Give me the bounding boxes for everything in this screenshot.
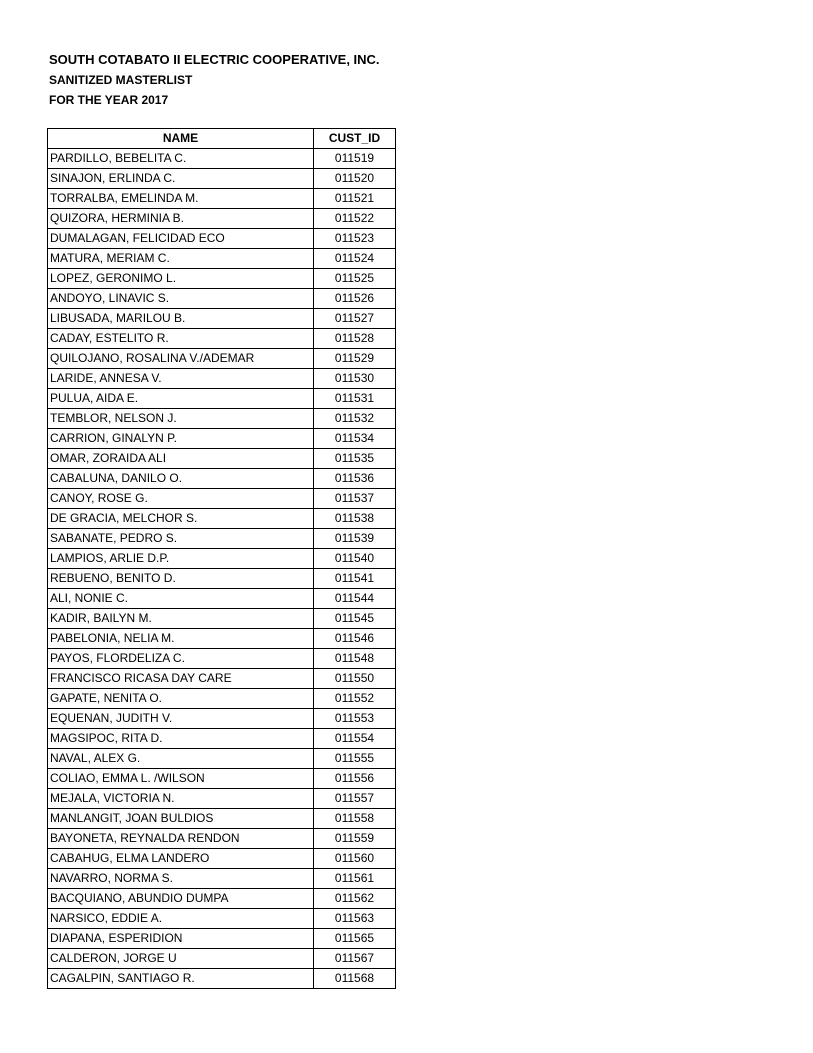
table-row	[48, 409, 396, 429]
customer-id-cell: 011531	[314, 389, 396, 409]
customer-name-cell: LAMPIOS, ARLIE D.P.	[48, 549, 314, 569]
customer-name-cell: TORRALBA, EMELINDA M.	[48, 189, 314, 209]
table-row	[48, 509, 396, 529]
customer-name-cell: MAGSIPOC, RITA D.	[48, 729, 314, 749]
customer-name-cell: GAPATE, NENITA O.	[48, 689, 314, 709]
table-row	[48, 769, 396, 789]
customer-id-cell: 011567	[314, 949, 396, 969]
customer-name-cell: DIAPANA, ESPERIDION	[48, 929, 314, 949]
customer-id-cell: 011545	[314, 609, 396, 629]
customer-id-cell: 011522	[314, 209, 396, 229]
customer-id-cell: 011521	[314, 189, 396, 209]
table-row	[48, 549, 396, 569]
customer-name-cell: QUILOJANO, ROSALINA V./ADEMAR	[48, 349, 314, 369]
table-row	[48, 329, 396, 349]
customer-name-cell: CAGALPIN, SANTIAGO R.	[48, 969, 314, 989]
table-row	[48, 309, 396, 329]
customer-name-cell: PARDILLO, BEBELITA C.	[48, 149, 314, 169]
table-row	[48, 489, 396, 509]
customer-name-cell: FRANCISCO RICASA DAY CARE	[48, 669, 314, 689]
customer-name-cell: NAVARRO, NORMA S.	[48, 869, 314, 889]
table-row	[48, 209, 396, 229]
customer-id-cell: 011535	[314, 449, 396, 469]
customer-id-cell: 011544	[314, 589, 396, 609]
masterlist-table	[47, 128, 396, 989]
customer-id-cell: 011539	[314, 529, 396, 549]
customer-id-cell: 011565	[314, 929, 396, 949]
customer-id-cell: 011520	[314, 169, 396, 189]
customer-id-cell: 011557	[314, 789, 396, 809]
customer-id-cell: 011537	[314, 489, 396, 509]
customer-name-cell: PULUA, AIDA E.	[48, 389, 314, 409]
table-row	[48, 449, 396, 469]
table-row	[48, 609, 396, 629]
table-row	[48, 529, 396, 549]
table-row	[48, 149, 396, 169]
table-row	[48, 269, 396, 289]
customer-name-cell: ALI, NONIE C.	[48, 589, 314, 609]
customer-name-cell: PABELONIA, NELIA M.	[48, 629, 314, 649]
customer-name-cell: LOPEZ, GERONIMO L.	[48, 269, 314, 289]
customer-id-cell: 011555	[314, 749, 396, 769]
customer-name-cell: ANDOYO, LINAVIC S.	[48, 289, 314, 309]
customer-id-cell: 011524	[314, 249, 396, 269]
customer-name-cell: LARIDE, ANNESA V.	[48, 369, 314, 389]
customer-id-cell: 011541	[314, 569, 396, 589]
customer-id-cell: 011559	[314, 829, 396, 849]
customer-name-cell: BAYONETA, REYNALDA RENDON	[48, 829, 314, 849]
table-row	[48, 869, 396, 889]
customer-name-cell: DUMALAGAN, FELICIDAD ECO	[48, 229, 314, 249]
customer-id-cell: 011538	[314, 509, 396, 529]
customer-name-cell: PAYOS, FLORDELIZA C.	[48, 649, 314, 669]
document-header	[49, 50, 380, 110]
customer-id-cell: 011529	[314, 349, 396, 369]
customer-name-cell: CARRION, GINALYN P.	[48, 429, 314, 449]
table-row	[48, 289, 396, 309]
table-row	[48, 729, 396, 749]
table-row	[48, 809, 396, 829]
table-row	[48, 189, 396, 209]
table-row	[48, 709, 396, 729]
customer-name-cell: EQUENAN, JUDITH V.	[48, 709, 314, 729]
customer-id-cell: 011527	[314, 309, 396, 329]
table-row	[48, 629, 396, 649]
column-header-cust-id: CUST_ID	[314, 129, 396, 149]
customer-name-cell: BACQUIANO, ABUNDIO DUMPA	[48, 889, 314, 909]
customer-id-cell: 011523	[314, 229, 396, 249]
customer-name-cell: NARSICO, EDDIE A.	[48, 909, 314, 929]
customer-name-cell: CANOY, ROSE G.	[48, 489, 314, 509]
table-header-row	[48, 129, 396, 149]
customer-id-cell: 011532	[314, 409, 396, 429]
customer-id-cell: 011552	[314, 689, 396, 709]
customer-id-cell: 011525	[314, 269, 396, 289]
customer-id-cell: 011530	[314, 369, 396, 389]
customer-id-cell: 011568	[314, 969, 396, 989]
customer-id-cell: 011528	[314, 329, 396, 349]
customer-id-cell: 011540	[314, 549, 396, 569]
customer-id-cell: 011554	[314, 729, 396, 749]
table-row	[48, 929, 396, 949]
table-row	[48, 909, 396, 929]
customer-id-cell: 011558	[314, 809, 396, 829]
customer-id-cell: 011563	[314, 909, 396, 929]
customer-id-cell: 011534	[314, 429, 396, 449]
customer-id-cell: 011560	[314, 849, 396, 869]
table-row	[48, 469, 396, 489]
table-row	[48, 969, 396, 989]
customer-name-cell: CADAY, ESTELITO R.	[48, 329, 314, 349]
organization-title: SOUTH COTABATO II ELECTRIC COOPERATIVE, INC.	[49, 52, 380, 67]
table-row	[48, 589, 396, 609]
table-row	[48, 429, 396, 449]
table-row	[48, 669, 396, 689]
table-row	[48, 389, 396, 409]
customer-name-cell: NAVAL, ALEX G.	[48, 749, 314, 769]
table-row	[48, 349, 396, 369]
customer-name-cell: CABALUNA, DANILO O.	[48, 469, 314, 489]
customer-id-cell: 011556	[314, 769, 396, 789]
customer-name-cell: COLIAO, EMMA L. /WILSON	[48, 769, 314, 789]
column-header-name: NAME	[48, 129, 314, 149]
customer-name-cell: MATURA, MERIAM C.	[48, 249, 314, 269]
table-row	[48, 849, 396, 869]
customer-id-cell: 011546	[314, 629, 396, 649]
table-row	[48, 369, 396, 389]
table-row	[48, 569, 396, 589]
customer-name-cell: MEJALA, VICTORIA N.	[48, 789, 314, 809]
customer-name-cell: LIBUSADA, MARILOU B.	[48, 309, 314, 329]
table-body	[48, 149, 396, 989]
customer-id-cell: 011519	[314, 149, 396, 169]
customer-id-cell: 011553	[314, 709, 396, 729]
customer-name-cell: OMAR, ZORAIDA ALI	[48, 449, 314, 469]
customer-name-cell: REBUENO, BENITO D.	[48, 569, 314, 589]
table-row	[48, 249, 396, 269]
customer-name-cell: SABANATE, PEDRO S.	[48, 529, 314, 549]
table-row	[48, 649, 396, 669]
table-row	[48, 749, 396, 769]
customer-name-cell: SINAJON, ERLINDA C.	[48, 169, 314, 189]
table-row	[48, 789, 396, 809]
customer-id-cell: 011562	[314, 889, 396, 909]
customer-id-cell: 011550	[314, 669, 396, 689]
table-row	[48, 229, 396, 249]
table-row	[48, 689, 396, 709]
customer-name-cell: DE GRACIA, MELCHOR S.	[48, 509, 314, 529]
customer-name-cell: MANLANGIT, JOAN BULDIOS	[48, 809, 314, 829]
customer-name-cell: TEMBLOR, NELSON J.	[48, 409, 314, 429]
customer-name-cell: QUIZORA, HERMINIA B.	[48, 209, 314, 229]
table-row	[48, 829, 396, 849]
customer-name-cell: CABAHUG, ELMA LANDERO	[48, 849, 314, 869]
customer-name-cell: CALDERON, JORGE U	[48, 949, 314, 969]
table-row	[48, 949, 396, 969]
customer-id-cell: 011548	[314, 649, 396, 669]
customer-name-cell: KADIR, BAILYN M.	[48, 609, 314, 629]
customer-id-cell: 011536	[314, 469, 396, 489]
document-subtitle: SANITIZED MASTERLIST	[49, 73, 193, 87]
year-line: FOR THE YEAR 2017	[49, 93, 169, 107]
table-row	[48, 889, 396, 909]
customer-id-cell: 011526	[314, 289, 396, 309]
table-row	[48, 169, 396, 189]
customer-id-cell: 011561	[314, 869, 396, 889]
